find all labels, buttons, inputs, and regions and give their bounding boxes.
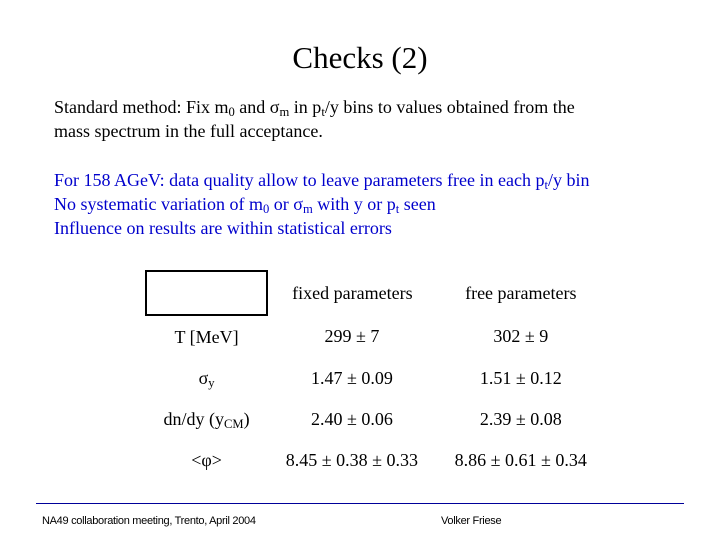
row-label-dndy bbox=[146, 398, 267, 439]
cell-fixed-value: 8.45 ± 0.38 ± 0.33 bbox=[285, 449, 419, 470]
results-line-2-sub-0: 0 bbox=[262, 202, 270, 217]
footer-author: Volker Friese bbox=[441, 515, 502, 527]
intro-line-1-part-a: Standard method: Fix m bbox=[54, 97, 229, 117]
cell-fixed-value: 1.47 ± 0.09 bbox=[310, 367, 393, 388]
results-line-1-part-b: /y bin bbox=[547, 170, 590, 190]
table-corner-cell bbox=[146, 271, 267, 315]
results-line-3: Influence on results are within statistical errors bbox=[54, 218, 392, 238]
table-row bbox=[146, 357, 605, 398]
row-label-phi bbox=[146, 439, 267, 480]
footer-meeting-info: NA49 collaboration meeting, Trento, April 2004 bbox=[42, 515, 256, 527]
row-label-sub: CM bbox=[224, 416, 244, 431]
parameters-table bbox=[145, 270, 605, 480]
results-text bbox=[54, 168, 590, 240]
table-row bbox=[146, 315, 605, 357]
row-label-temperature bbox=[146, 315, 267, 357]
cell-free-value: 2.39 ± 0.08 bbox=[479, 408, 562, 429]
intro-line-1-sub-m: m bbox=[279, 105, 290, 120]
cell-free-value: 302 ± 9 bbox=[493, 326, 549, 346]
slide-title: Checks (2) bbox=[292, 40, 428, 75]
results-line-1 bbox=[54, 168, 590, 192]
row-label-main: T [MeV] bbox=[174, 326, 239, 347]
cell-fixed-value: 2.40 ± 0.06 bbox=[310, 408, 393, 429]
table-row bbox=[146, 398, 605, 439]
row-label-main: <φ> bbox=[191, 449, 222, 470]
results-line-2 bbox=[54, 192, 590, 216]
table-row bbox=[146, 439, 605, 480]
row-label-sub: y bbox=[208, 375, 215, 390]
intro-line-1-part-b: and σ bbox=[234, 97, 280, 117]
header-free-parameters: free parameters bbox=[465, 283, 577, 303]
intro-text bbox=[54, 95, 575, 143]
table-header-row bbox=[146, 271, 605, 315]
results-line-2-part-c: with y or p bbox=[312, 194, 396, 214]
results-line-1-part-a: For 158 AGeV: data quality allow to leave parameters free in each p bbox=[54, 170, 545, 190]
intro-line-1-sub-t: t bbox=[321, 105, 325, 120]
intro-line-1-part-c: in p bbox=[289, 97, 322, 117]
cell-free-value: 8.86 ± 0.61 ± 0.34 bbox=[454, 449, 587, 470]
row-label-main: σ bbox=[198, 367, 209, 388]
results-line-2-part-a: No systematic variation of m bbox=[54, 194, 263, 214]
cell-fixed-value: 299 ± 7 bbox=[324, 326, 380, 346]
intro-line-2: mass spectrum in the full acceptance. bbox=[54, 121, 323, 141]
intro-line-1 bbox=[54, 95, 575, 119]
results-line-2-sub-m: m bbox=[302, 202, 313, 217]
row-label-tail: ) bbox=[243, 408, 250, 429]
header-fixed-parameters: fixed parameters bbox=[292, 283, 413, 303]
intro-line-1-part-d: /y bins to values obtained from the bbox=[324, 97, 575, 117]
row-label-sigma-y bbox=[146, 357, 267, 398]
intro-line-1-sub-0: 0 bbox=[228, 105, 235, 120]
results-line-2-part-d: seen bbox=[399, 194, 436, 214]
cell-free-value: 1.51 ± 0.12 bbox=[479, 367, 562, 388]
row-label-main: dn/dy (y bbox=[163, 408, 225, 429]
results-line-1-sub-t: t bbox=[544, 178, 548, 193]
results-line-2-sub-t: t bbox=[395, 202, 400, 217]
footer-divider bbox=[36, 503, 684, 504]
results-line-2-part-b: or σ bbox=[269, 194, 303, 214]
